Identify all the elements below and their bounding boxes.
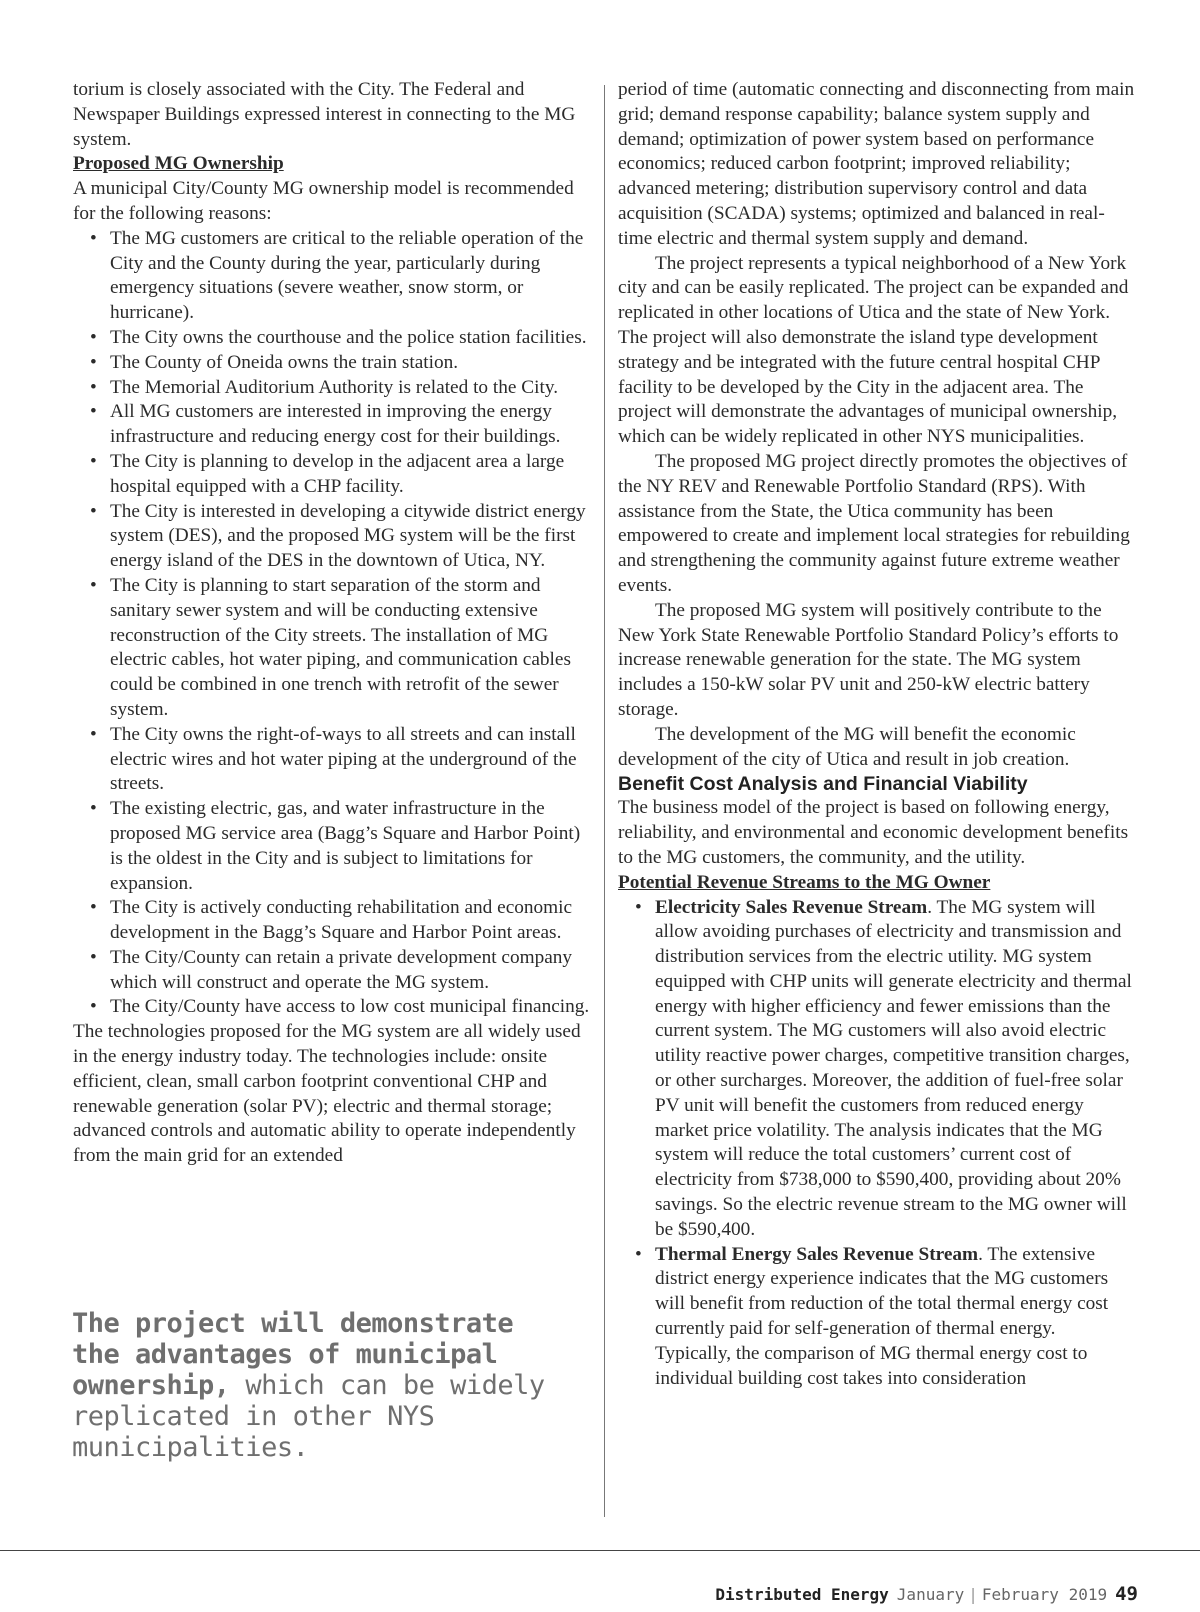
list-item: • The City owns the courthouse and the police station facilities.	[110, 326, 591, 351]
body-paragraph: The proposed MG system will positively contribute to the New York State Renewable Portfolio Standard Policy’s efforts to increase renewable generation for the state. The MG system includes a 150-kW solar PV unit and 250-kW electric battery storage.	[618, 599, 1119, 720]
list-item: • The County of Oneida owns the train station.	[110, 351, 591, 376]
page-footer	[715, 1584, 1138, 1605]
pull-quote-regular: which can be widely replicated in other NYS municipalities.	[72, 1370, 545, 1463]
issue-month-1: January	[896, 1585, 965, 1604]
body-paragraph: The project represents a typical neighborhood of a New York city and can be easily replicated. The project can be expanded and replicated in other locations of Utica and the state of New York. The project will also demonstrate the island type development strategy and be integrated with the future central hospital CHP facility to be developed by the City in the adjacent area. The project will demonstrate the advantages of municipal ownership, which can be widely replicated in other NYS municipalities.	[618, 252, 1129, 448]
ownership-heading: Proposed MG Ownership	[73, 153, 284, 175]
revenue-item-text: . The MG system will allow avoiding purchases of electricity and transmission and distribution services from the electric utility. MG system equipped with CHP units will generate electricity and thermal energy with higher efficiency and fewer emissions than the current system. The MG customers will also avoid electric utility reactive power charges, competitive transition charges, or other surcharges. Moreover, the addition of fuel-free solar PV unit will benefit the customers from reduced energy market price volatility. The analysis indicates that the MG system will reduce the total customers’ current cost of electricity from $738,000 to $590,400, providing about 20% savings. So the electric revenue stream to the MG owner will be $590,400.	[655, 896, 1132, 1240]
body-paragraph: The development of the MG will benefit the economic development of the city of Utica and result in job creation.	[618, 723, 1076, 770]
list-item	[655, 896, 1136, 1243]
technologies-paragraph: The technologies proposed for the MG system are all widely used in the energy industry today. The technologies include: onsite efficient, clean, small carbon footprint conventional CHP and renewable generation (solar PV); electric and thermal storage; advanced controls and automatic ability to operate independently from the main grid for an extended	[73, 1021, 581, 1167]
list-item: • The City/County can retain a private development company which will construct and operate the MG system.	[110, 946, 591, 996]
list-item: • The Memorial Auditorium Authority is related to the City.	[110, 376, 591, 401]
continuation-paragraph: period of time (automatic connecting and disconnecting from main grid; demand response capability; balance system supply and demand; optimization of power system based on performance economics; reduced carbon footprint; improved reliability; advanced metering; distribution supervisory control and data acquisition (SCADA) systems; optimized and balanced in real-time electric and thermal system supply and demand.	[618, 79, 1135, 249]
list-item	[655, 1243, 1136, 1392]
issue-separator: |	[968, 1585, 978, 1604]
list-item: • The City is planning to start separation of the storm and sanitary sewer system and will be conducting extensive reconstruction of the City streets. The installation of MG electric cables, hot water piping, and communication cables could be combined in one trench with retrofit of the sewer system.	[110, 574, 591, 723]
page-number: 49	[1115, 1583, 1138, 1605]
section-heading: Benefit Cost Analysis and Financial Viability	[618, 773, 1028, 796]
footer-rule	[0, 1550, 1200, 1551]
ownership-intro: A municipal City/County MG ownership model is recommended for the following reasons:	[73, 178, 574, 224]
right-column	[618, 78, 1136, 1391]
publication-name: Distributed Energy	[715, 1585, 889, 1604]
intro-paragraph: torium is closely associated with the City. The Federal and Newspaper Buildings expressed interest in connecting to the MG system.	[73, 79, 576, 150]
revenue-item-text: . The extensive district energy experience indicates that the MG customers will benefit from reduction of the total thermal energy cost currently paid for self-generation of thermal energy. Typically, the comparison of MG thermal energy cost to individual building cost takes into consideration	[655, 1243, 1109, 1389]
list-item: • The City is planning to develop in the adjacent area a large hospital equipped with a CHP facility.	[110, 450, 591, 500]
pull-quote-bold: The project will demonstrate the advantages of municipal ownership,	[72, 1308, 514, 1401]
revenue-streams-list	[618, 896, 1136, 1392]
list-item: • The existing electric, gas, and water infrastructure in the proposed MG service area (Bagg’s Square and Harbor Point) is the oldest in the City and is subject to limitations for expansion.	[110, 797, 591, 896]
ownership-reasons-list	[73, 227, 591, 1021]
list-item: • The City/County have access to low cost municipal financing.	[110, 995, 591, 1020]
list-item: • All MG customers are interested in improving the energy infrastructure and reducing energy cost for their buildings.	[110, 400, 591, 450]
revenue-heading: Potential Revenue Streams to the MG Owner	[618, 871, 991, 893]
issue-month-2: February 2019	[981, 1585, 1108, 1604]
body-paragraph: The proposed MG project directly promotes the objectives of the NY REV and Renewable Portfolio Standard (RPS). With assistance from the State, the Utica community has been empowered to create and implement local strategies for rebuilding and strengthening the community against future extreme weather events.	[618, 450, 1130, 596]
list-item: • The City is actively conducting rehabilitation and economic development in the Bagg’s Square and Harbor Point areas.	[110, 896, 591, 946]
revenue-item-title: Thermal Energy Sales Revenue Stream	[655, 1243, 979, 1265]
pull-quote	[72, 1308, 572, 1463]
list-item: • The MG customers are critical to the reliable operation of the City and the County during the year, particularly during emergency situations (severe weather, snow storm, or hurricane).	[110, 227, 591, 326]
column-divider	[604, 85, 605, 1517]
list-item: • The City is interested in developing a citywide district energy system (DES), and the proposed MG system will be the first energy island of the DES in the downtown of Utica, NY.	[110, 500, 591, 574]
revenue-item-title: Electricity Sales Revenue Stream	[655, 896, 928, 918]
section-intro: The business model of the project is based on following energy, reliability, and environmental and economic development benefits to the MG customers, the community, and the utility.	[618, 797, 1129, 868]
list-item: • The City owns the right-of-ways to all streets and can install electric wires and hot water piping at the underground of the streets.	[110, 723, 591, 797]
left-column	[73, 78, 591, 1169]
